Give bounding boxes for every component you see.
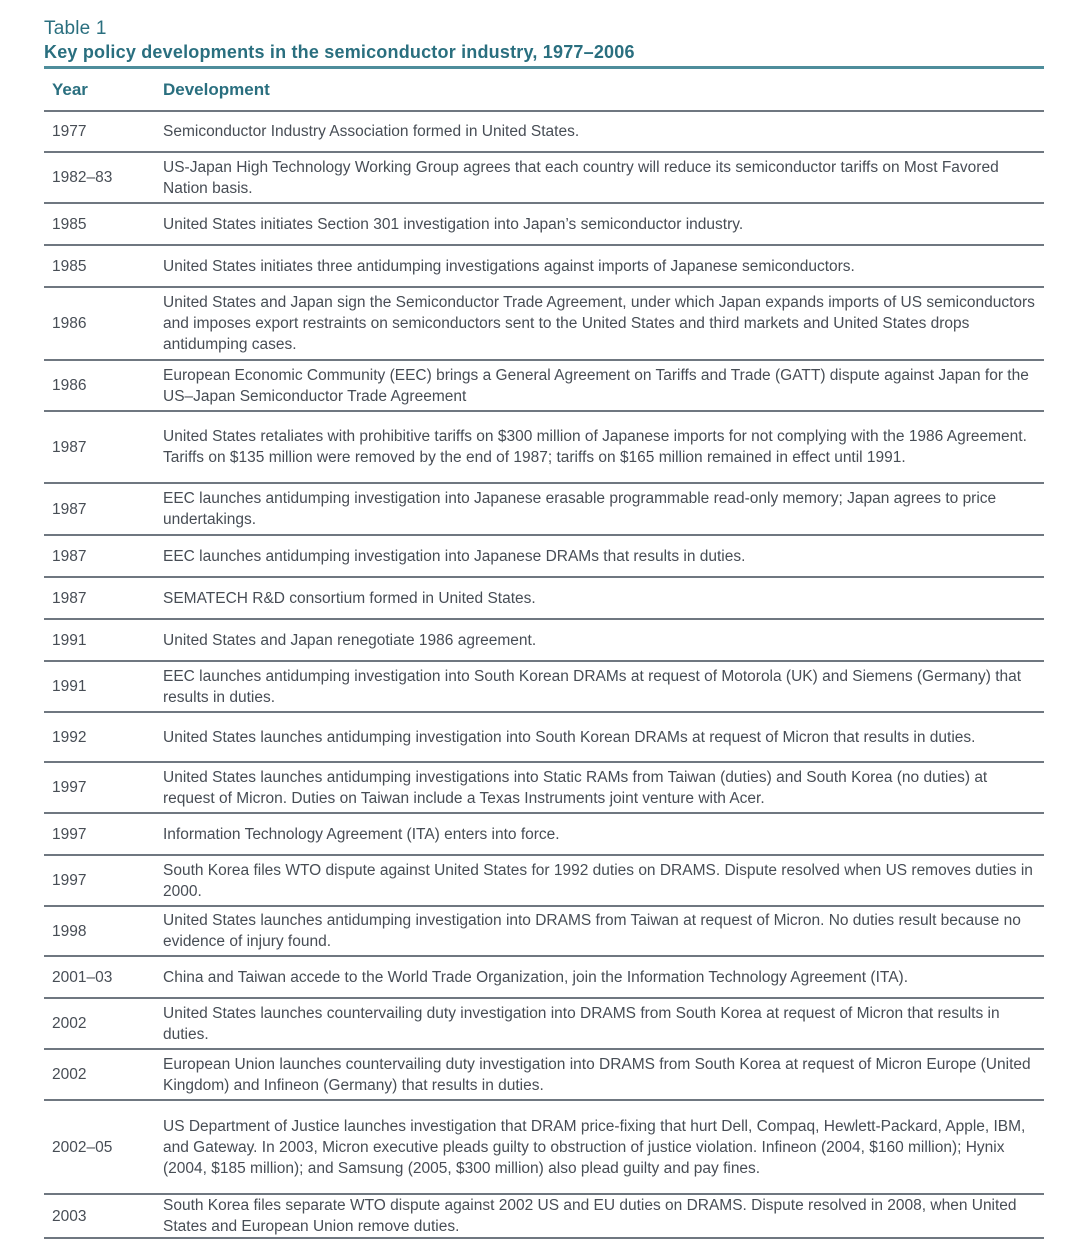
table-row xyxy=(44,998,1044,1049)
table-row xyxy=(44,152,1044,203)
table-container xyxy=(44,18,1044,1239)
year-cell: 1987 xyxy=(44,483,153,535)
policy-table xyxy=(44,69,1044,1239)
development-cell: European Economic Community (EEC) brings a General Agreement on Tariffs and Trade (GATT) dispute against Japan for the US–Japan Semiconductor Trade Agreement xyxy=(153,360,1044,411)
development-cell: Semiconductor Industry Association formed in United States. xyxy=(153,111,1044,152)
table-row xyxy=(44,287,1044,360)
development-cell: US-Japan High Technology Working Group agrees that each country will reduce its semiconductor tariffs on Most Favored Nation basis. xyxy=(153,152,1044,203)
table-row xyxy=(44,535,1044,577)
table-row xyxy=(44,1100,1044,1194)
development-cell: European Union launches countervailing duty investigation into DRAMS from South Korea at request of Micron Europe (United Kingdom) and Infineon (Germany) that results in duties. xyxy=(153,1049,1044,1100)
year-cell: 1986 xyxy=(44,287,153,360)
table-row xyxy=(44,956,1044,998)
year-cell: 1987 xyxy=(44,577,153,619)
year-cell: 2003 xyxy=(44,1194,153,1238)
table-row xyxy=(44,1049,1044,1100)
year-cell: 1991 xyxy=(44,619,153,661)
table-title: Key policy developments in the semiconductor industry, 1977–2006 xyxy=(44,42,635,62)
year-cell: 1982–83 xyxy=(44,152,153,203)
year-cell: 2001–03 xyxy=(44,956,153,998)
table-row xyxy=(44,483,1044,535)
year-cell: 1997 xyxy=(44,762,153,813)
table-row xyxy=(44,762,1044,813)
year-cell: 1991 xyxy=(44,661,153,712)
development-cell: SEMATECH R&D consortium formed in United States. xyxy=(153,577,1044,619)
year-cell: 1977 xyxy=(44,111,153,152)
year-cell: 1987 xyxy=(44,535,153,577)
year-cell: 1992 xyxy=(44,712,153,762)
development-cell: United States launches antidumping investigation into DRAMS from Taiwan at request of Micron. No duties result because no evidence of injury found. xyxy=(153,906,1044,956)
development-column-header: Development xyxy=(153,69,1044,111)
table-row xyxy=(44,712,1044,762)
table-row xyxy=(44,360,1044,411)
table-row xyxy=(44,1194,1044,1238)
development-cell: United States launches antidumping investigations into Static RAMs from Taiwan (duties) and South Korea (no duties) at request of Micron. Duties on Taiwan include a Texas Instruments joint venture with Acer. xyxy=(153,762,1044,813)
development-cell: United States initiates three antidumping investigations against imports of Japanese semiconductors. xyxy=(153,245,1044,287)
year-cell: 1997 xyxy=(44,813,153,855)
year-cell: 1985 xyxy=(44,245,153,287)
table-row xyxy=(44,619,1044,661)
table-body xyxy=(44,111,1044,1238)
year-cell: 1985 xyxy=(44,203,153,245)
development-cell: China and Taiwan accede to the World Trade Organization, join the Information Technology Agreement (ITA). xyxy=(153,956,1044,998)
development-cell: United States launches countervailing duty investigation into DRAMS from South Korea at request of Micron that results in duties. xyxy=(153,998,1044,1049)
table-row xyxy=(44,813,1044,855)
year-cell: 1986 xyxy=(44,360,153,411)
table-row xyxy=(44,411,1044,483)
table-row xyxy=(44,661,1044,712)
year-column-header: Year xyxy=(44,69,153,111)
year-cell: 1998 xyxy=(44,906,153,956)
table-row xyxy=(44,203,1044,245)
development-cell: United States initiates Section 301 investigation into Japan’s semiconductor industry. xyxy=(153,203,1044,245)
header-row xyxy=(44,69,1044,111)
development-cell: Information Technology Agreement (ITA) enters into force. xyxy=(153,813,1044,855)
development-cell: EEC launches antidumping investigation into Japanese erasable programmable read-only memory; Japan agrees to price undertakings. xyxy=(153,483,1044,535)
development-cell: United States retaliates with prohibitive tariffs on $300 million of Japanese imports for not complying with the 1986 Agreement. Tariffs on $135 million were removed by the end of 1987; tariffs on $165 million remained in effect until 1991. xyxy=(153,411,1044,483)
development-cell: United States and Japan renegotiate 1986 agreement. xyxy=(153,619,1044,661)
development-cell: South Korea files WTO dispute against United States for 1992 duties on DRAMS. Dispute resolved when US removes duties in 2000. xyxy=(153,855,1044,906)
table-row xyxy=(44,577,1044,619)
table-row xyxy=(44,245,1044,287)
year-cell: 1987 xyxy=(44,411,153,483)
table-row xyxy=(44,906,1044,956)
year-cell: 2002 xyxy=(44,1049,153,1100)
year-cell: 2002 xyxy=(44,998,153,1049)
development-cell: South Korea files separate WTO dispute against 2002 US and EU duties on DRAMS. Dispute resolved in 2008, when United States and European Union remove duties. xyxy=(153,1194,1044,1238)
year-cell: 2002–05 xyxy=(44,1100,153,1194)
table-row xyxy=(44,111,1044,152)
development-cell: EEC launches antidumping investigation into Japanese DRAMs that results in duties. xyxy=(153,535,1044,577)
development-cell: US Department of Justice launches investigation that DRAM price-fixing that hurt Dell, Compaq, Hewlett-Packard, Apple, IBM, and Gateway. In 2003, Micron executive pleads guilty to obstruction of justice violation. Infineon (2004, $160 million); Hynix (2004, $185 million); and Samsung (2005, $300 million) also plead guilty and pay fines. xyxy=(153,1100,1044,1194)
development-cell: United States and Japan sign the Semiconductor Trade Agreement, under which Japan expands imports of US semiconductors and imposes export restraints on semiconductors sent to the United States and third markets and United States drops antidumping cases. xyxy=(153,287,1044,360)
table-label: Table 1 xyxy=(44,18,107,39)
development-cell: EEC launches antidumping investigation into South Korean DRAMs at request of Motorola (UK) and Siemens (Germany) that results in duties. xyxy=(153,661,1044,712)
year-cell: 1997 xyxy=(44,855,153,906)
table-row xyxy=(44,855,1044,906)
development-cell: United States launches antidumping investigation into South Korean DRAMs at request of Micron that results in duties. xyxy=(153,712,1044,762)
